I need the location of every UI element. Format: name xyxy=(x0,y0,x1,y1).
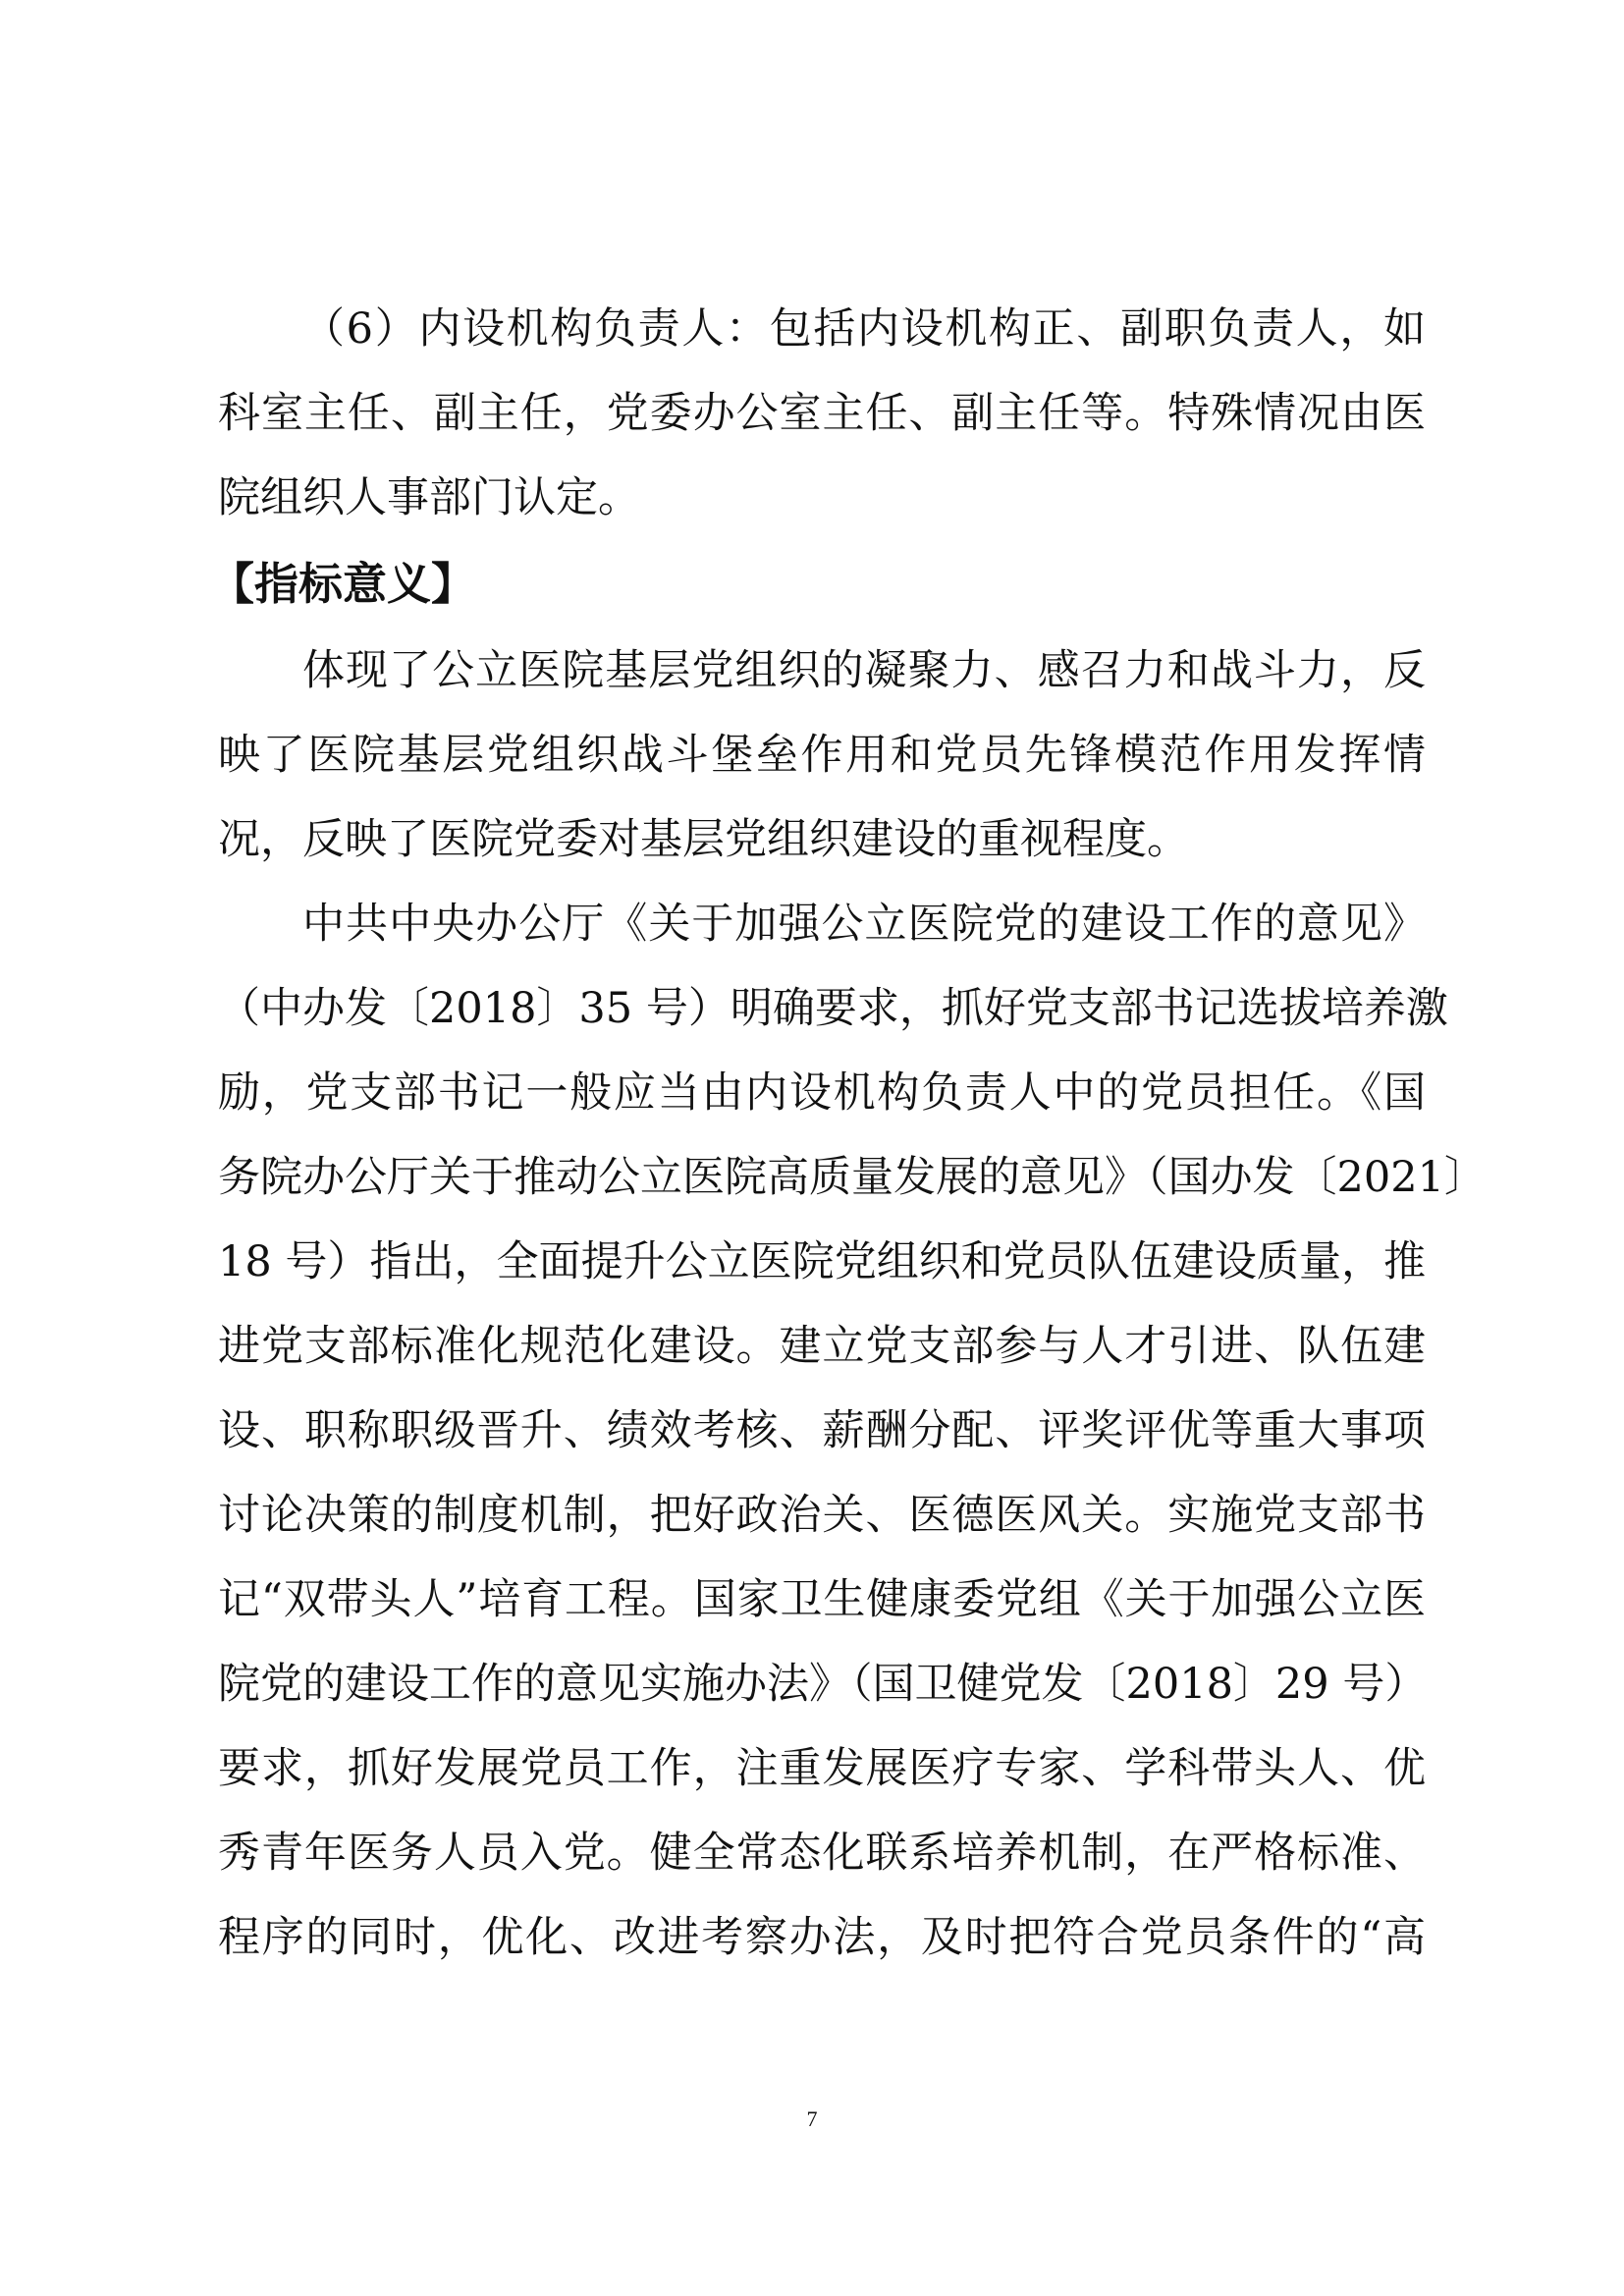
section-heading: 【指标意义】 xyxy=(210,558,476,610)
text-line: 况，反映了医院党委对基层党组织建设的重视程度。 xyxy=(218,815,1189,864)
text-line: 体现了公立医院基层党组织的凝聚力、感召力和战斗力，反 xyxy=(302,646,1426,695)
text-line: 设、职称职级晋升、绩效考核、薪酬分配、评奖评优等重大事项 xyxy=(218,1406,1426,1455)
text-line: 中共中央办公厅《关于加强公立医院党的建设工作的意见》 xyxy=(302,900,1426,949)
text-line: 18 号）指出，全面提升公立医院党组织和党员队伍建设质量，推 xyxy=(218,1237,1426,1286)
text-line: 励，党支部书记一般应当由内设机构负责人中的党员担任。《国 xyxy=(218,1068,1426,1118)
text-line: 秀青年医务人员入党。健全常态化联系培养机制，在严格标准、 xyxy=(218,1829,1426,1878)
text-line: （中办发〔2018〕35 号）明确要求，抓好党支部书记选拔培养激 xyxy=(218,984,1448,1033)
text-line: 程序的同时，优化、改进考察办法，及时把符合党员条件的“高 xyxy=(218,1913,1426,1962)
text-line: 院组织人事部门认定。 xyxy=(218,473,640,522)
text-line: 务院办公厅关于推动公立医院高质量发展的意见》（国办发〔2021〕 xyxy=(218,1153,1487,1202)
text-line: 记“双带头人”培育工程。国家卫生健康委党组《关于加强公立医 xyxy=(218,1575,1426,1624)
text-line: 进党支部标准化规范化建设。建立党支部参与人才引进、队伍建 xyxy=(218,1322,1426,1371)
text-line: 科室主任、副主任，党委办公室主任、副主任等。特殊情况由医 xyxy=(218,389,1426,438)
text-line: （6）内设机构负责人：包括内设机构正、副职负责人，如 xyxy=(302,304,1426,354)
page-number: 7 xyxy=(806,2106,818,2131)
text-line: 讨论决策的制度机制，把好政治关、医德医风关。实施党支部书 xyxy=(218,1491,1426,1540)
text-line: 要求，抓好发展党员工作，注重发展医疗专家、学科带头人、优 xyxy=(218,1744,1426,1793)
text-line: 院党的建设工作的意见实施办法》（国卫健党发〔2018〕29 号） xyxy=(218,1660,1428,1709)
text-line: 映了医院基层党组织战斗堡垒作用和党员先锋模范作用发挥情 xyxy=(218,731,1426,780)
